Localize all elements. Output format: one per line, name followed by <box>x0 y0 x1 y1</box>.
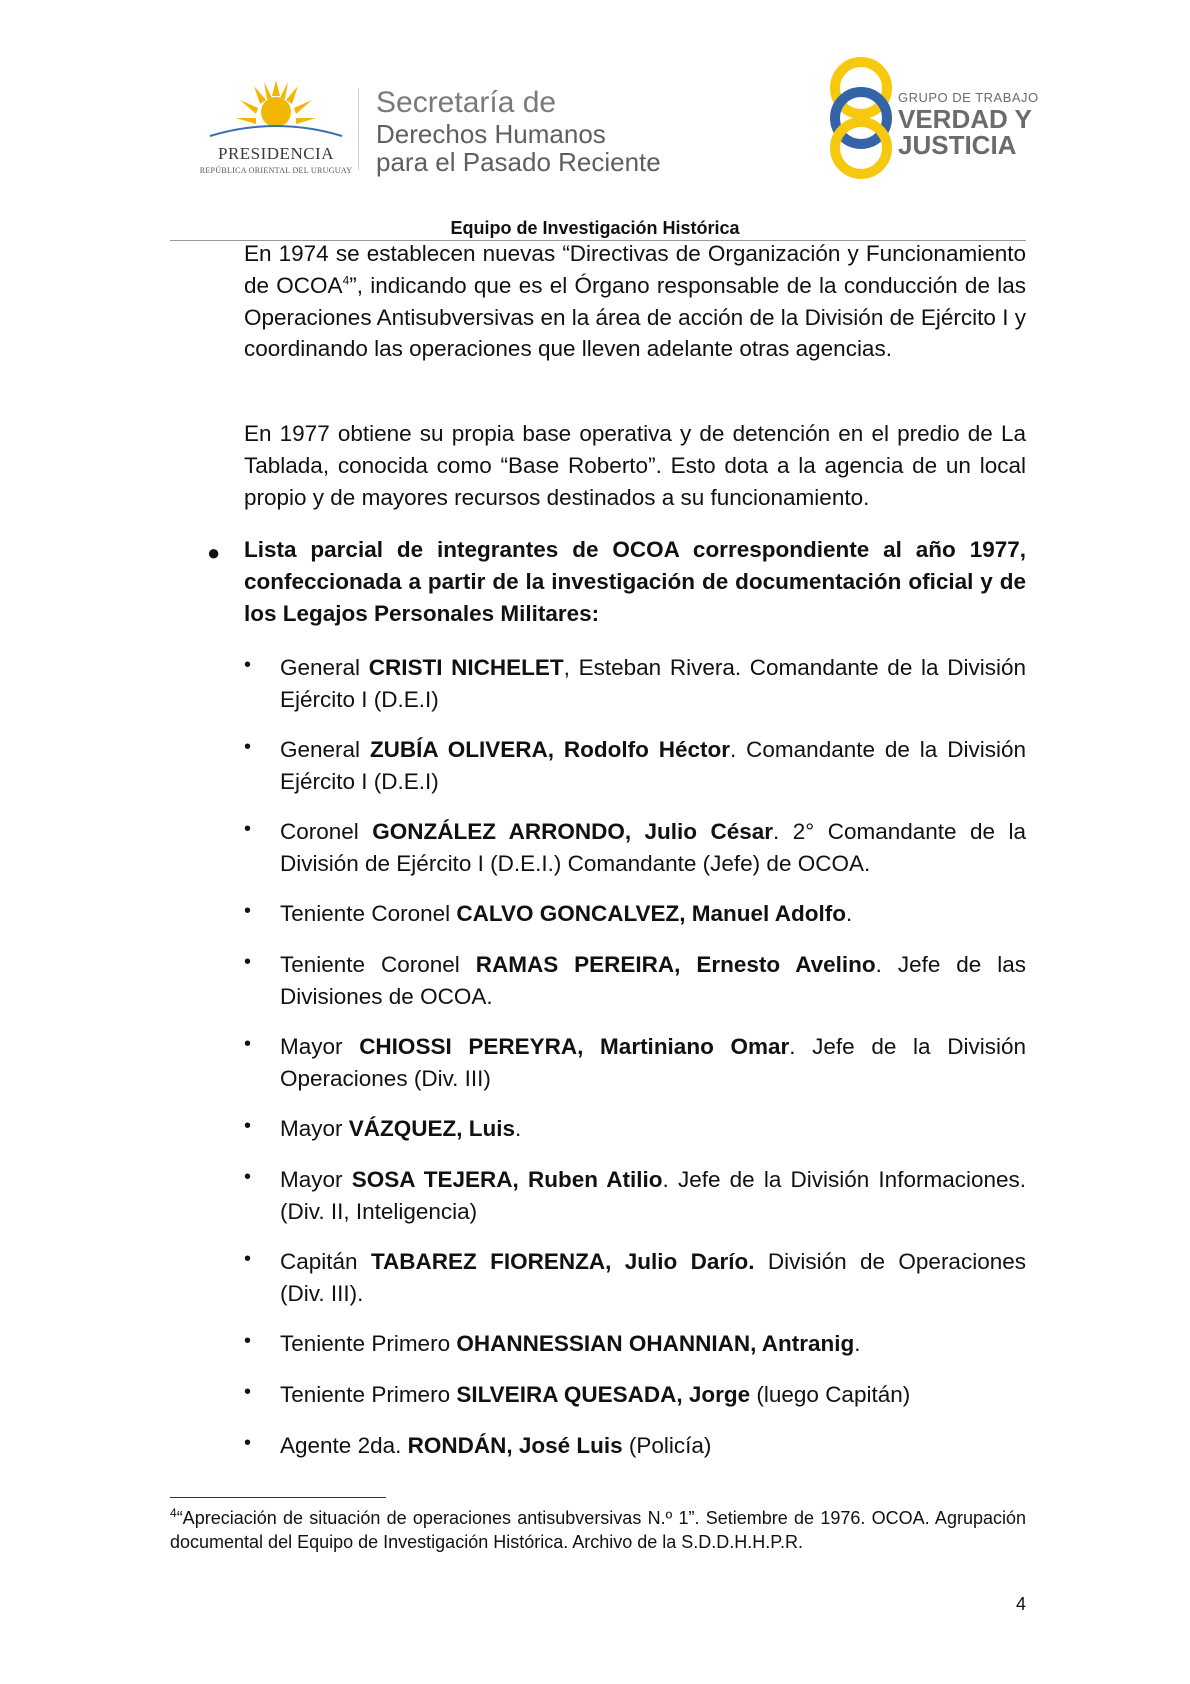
team-title: Equipo de Investigación Histórica <box>450 218 740 238</box>
member-name: TABAREZ FIORENZA, Julio Darío. <box>370 1249 755 1274</box>
paragraph-1977: En 1977 obtiene su propia base operativa y de detención en el predio de La Tablada, conocida como “Base Roberto”. Esto dota a la agencia de un local propio y de mayores recursos destinados a su funcionamiento. <box>244 421 1026 510</box>
member-item <box>280 1031 1026 1095</box>
member-description: (Policía) <box>622 1433 712 1458</box>
member-item <box>280 1328 1026 1360</box>
member-item <box>280 1430 1026 1462</box>
member-item <box>280 734 1026 798</box>
member-description: . <box>845 901 853 926</box>
footnote <box>170 1506 1026 1554</box>
paragraph-1974-text: En 1974 se establecen nuevas “Directivas de Organización y Funcionamiento de OCOA <box>244 241 1026 298</box>
member-description: (luego Capitán) <box>750 1382 911 1407</box>
member-bullet: • <box>244 1115 252 1137</box>
member-item <box>280 1379 1026 1411</box>
paragraph-1974 <box>244 238 1026 365</box>
member-item <box>280 898 1026 930</box>
bullet-dot: ● <box>207 540 221 565</box>
member-bullet: • <box>244 1033 252 1055</box>
member-description: . Comandante de la División Ejército I (D.E.I) <box>280 737 1026 794</box>
presidencia-wordmark: PRESIDENCIA <box>217 144 334 163</box>
member-name: RAMAS PEREIRA, Ernesto Avelino <box>475 952 876 977</box>
member-rank: Teniente Coronel <box>280 952 476 977</box>
vyj-verdad: VERDAD Y <box>898 104 1032 134</box>
header-divider <box>358 88 359 170</box>
interlocked-rings-icon <box>826 56 896 182</box>
member-bullet: • <box>244 1330 252 1352</box>
member-rank: Teniente Primero <box>280 1382 457 1407</box>
member-bullet: • <box>244 1248 252 1270</box>
member-description: . Jefe de la División Operaciones (Div. III) <box>280 1034 1026 1091</box>
member-name: GONZÁLEZ ARRONDO, Julio César <box>372 819 774 844</box>
member-name: ZUBÍA OLIVERA, Rodolfo Héctor <box>369 737 731 762</box>
footnote-marker: 4 <box>170 1506 177 1520</box>
page-number: 4 <box>1015 1594 1026 1614</box>
member-rank: Mayor <box>280 1034 360 1059</box>
member-description: . 2° Comandante de la División de Ejército I (D.E.I.) Comandante (Jefe) de OCOA. <box>280 819 1026 876</box>
secretaria-wordmark <box>376 88 696 176</box>
member-bullet: • <box>244 736 252 758</box>
member-bullet: • <box>244 1166 252 1188</box>
paragraph-1974-text-cont: ”, indicando que es el Órgano responsable de la conducción de las Operaciones Antisubversivas en la área de acción de la División de Ejército I y coordinando las operaciones que lleven adelante otras agencias. <box>244 272 1026 362</box>
member-bullet: • <box>244 900 252 922</box>
member-rank: Agente 2da. <box>280 1433 408 1458</box>
member-rank: Mayor <box>280 1116 349 1141</box>
member-rank: Coronel <box>280 819 373 844</box>
member-name: SOSA TEJERA, Ruben Atilio <box>351 1167 663 1192</box>
secretaria-line-3: para el Pasado Reciente <box>376 147 661 177</box>
member-item <box>280 1246 1026 1310</box>
member-name: CRISTI NICHELET <box>368 655 564 680</box>
member-bullet: • <box>244 1432 252 1454</box>
member-item <box>280 949 1026 1013</box>
verdad-justicia-logo <box>826 56 1039 182</box>
secretaria-line-1: Secretaría de <box>376 86 557 119</box>
member-description: . <box>854 1331 861 1356</box>
presidencia-subtitle: REPÚBLICA ORIENTAL DEL URUGUAY <box>199 166 353 175</box>
member-rank: Capitán <box>280 1249 371 1274</box>
member-item <box>280 652 1026 716</box>
member-name: RONDÁN, José Luis <box>407 1433 623 1458</box>
member-description: , Esteban Rivera. Comandante de la División Ejército I (D.E.I) <box>280 655 1026 712</box>
member-bullet: • <box>244 951 252 973</box>
member-rank: General <box>280 655 369 680</box>
member-bullet: • <box>244 818 252 840</box>
member-name: CHIOSSI PEREYRA, Martiniano Omar <box>359 1034 790 1059</box>
member-rank: Teniente Primero <box>280 1331 457 1356</box>
footnote-text: “Apreciación de situación de operaciones antisubversivas N.º 1”. Setiembre de 1976. OCOA. Agrupación documental del Equipo de Investigación Histórica. Archivo de la S.D.D.H.H.P.R. <box>170 1508 1026 1552</box>
member-item <box>280 816 1026 880</box>
secretaria-line-2: Derechos Humanos <box>376 119 606 149</box>
member-description: . <box>515 1116 522 1141</box>
presidencia-logo <box>190 78 362 178</box>
member-name: OHANNESSIAN OHANNIAN, Antranig <box>456 1331 855 1356</box>
member-rank: General <box>280 737 370 762</box>
member-rank: Teniente Coronel <box>280 901 457 926</box>
member-bullet: • <box>244 1381 252 1403</box>
member-name: VÁZQUEZ, Luis <box>348 1116 516 1141</box>
member-rank: Mayor <box>280 1167 352 1192</box>
member-description: División de Operaciones (Div. III). <box>280 1249 1026 1306</box>
vyj-group-label: GRUPO DE TRABAJO <box>898 90 1039 105</box>
member-name: CALVO GONCALVEZ, Manuel Adolfo <box>456 901 846 926</box>
member-item <box>280 1164 1026 1228</box>
sun-emblem-icon <box>190 78 362 144</box>
list-heading: Lista parcial de integrantes de OCOA correspondiente al año 1977, confeccionada a partir de la investigación de documentación oficial y de los Legajos Personales Militares: <box>244 537 1026 626</box>
member-description: . Jefe de la División Informaciones. (Div. II, Inteligencia) <box>280 1167 1027 1224</box>
member-bullet: • <box>244 654 252 676</box>
member-item <box>280 1113 1026 1145</box>
footnote-ref: 4 <box>342 273 350 288</box>
member-name: SILVEIRA QUESADA, Jorge <box>456 1382 751 1407</box>
member-description: . Jefe de las Divisiones de OCOA. <box>280 952 1026 1009</box>
vyj-justicia: JUSTICIA <box>898 130 1017 160</box>
footnote-rule <box>170 1497 386 1498</box>
